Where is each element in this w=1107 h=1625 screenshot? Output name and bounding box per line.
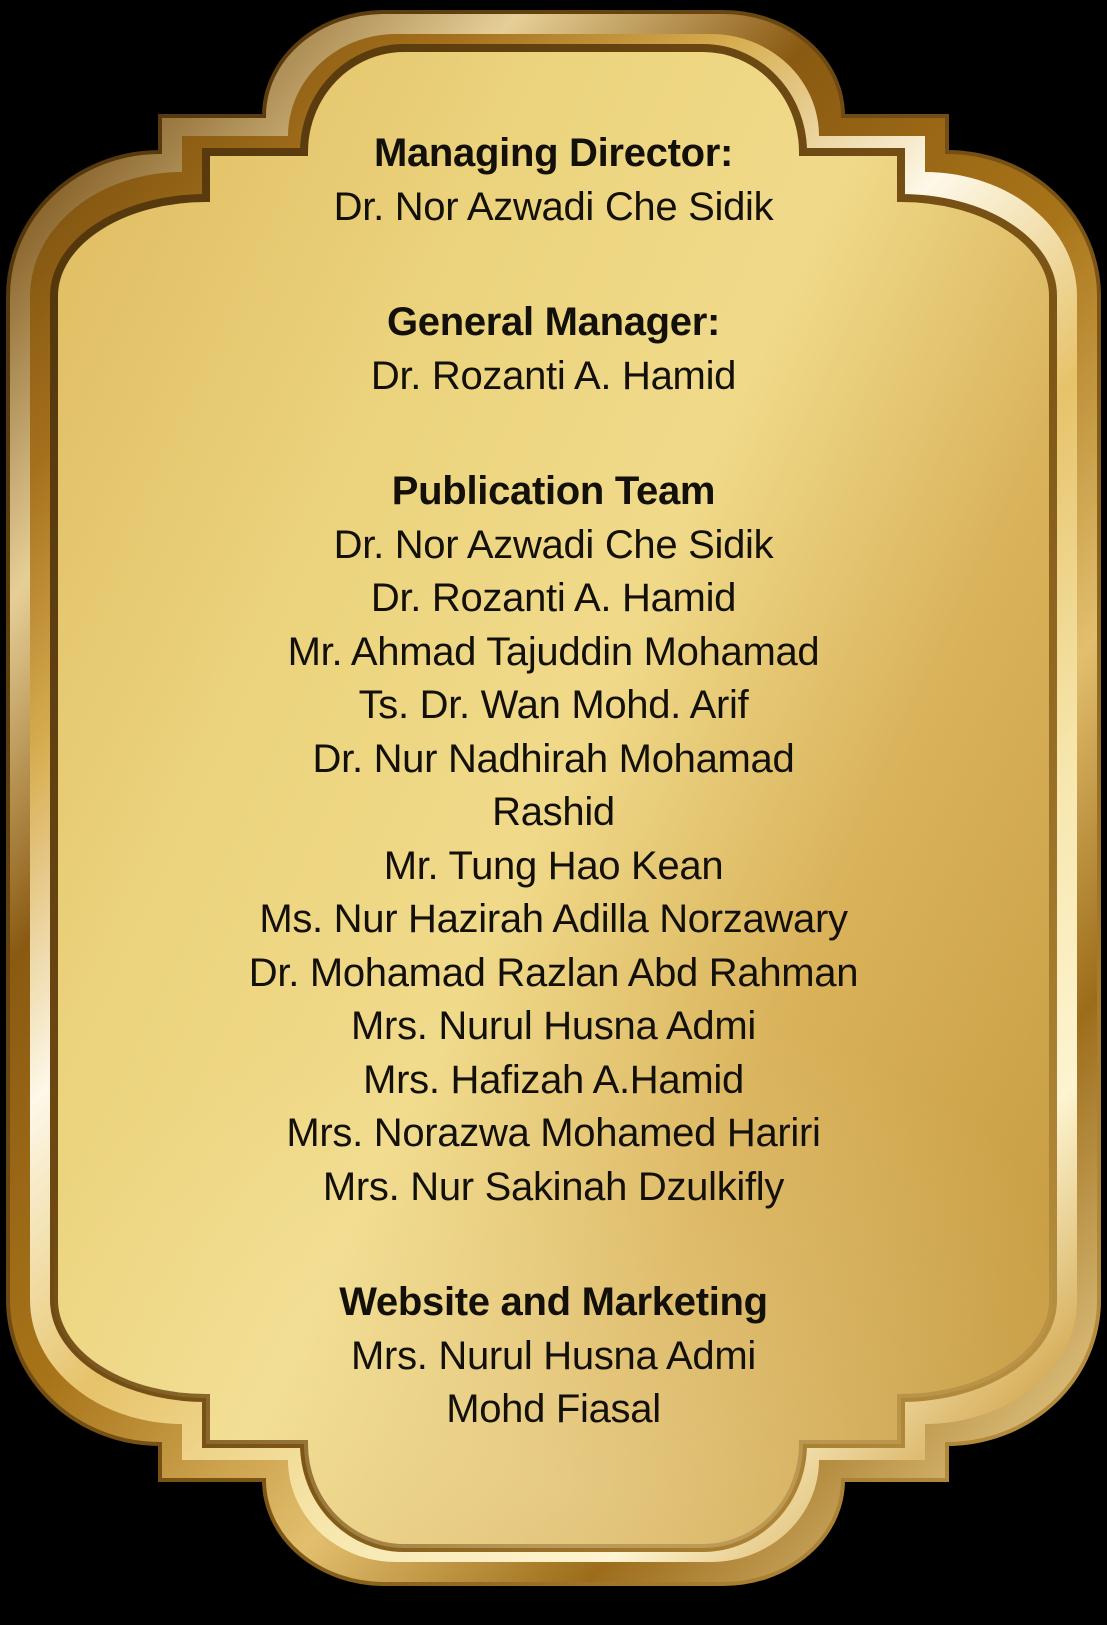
person-name: Dr. Nor Azwadi Che Sidik <box>333 522 774 567</box>
section-website-and-marketing <box>54 1276 1053 1437</box>
section-header: Managing Director: <box>373 131 734 175</box>
person-name: Ts. Dr. Wan Mohd. Arif <box>358 683 749 727</box>
person-name: Dr. Rozanti A. Hamid <box>370 353 737 398</box>
person-name: Dr. Nor Azwadi Che Sidik <box>333 184 774 229</box>
section-publication-team <box>54 465 1053 1214</box>
person-name: Ms. Nur Hazirah Adilla Norzawary <box>259 897 848 941</box>
person-name: Dr. Mohamad Razlan Abd Rahman <box>248 950 859 995</box>
person-name: Mrs. Nurul Husna Admi <box>351 1333 756 1378</box>
person-name: Mr. Ahmad Tajuddin Mohamad <box>287 629 820 674</box>
section-general-manager <box>54 296 1053 403</box>
person-name: Dr. Rozanti A. Hamid <box>370 576 737 620</box>
person-name: Mrs. Norazwa Mohamed Hariri <box>286 1111 821 1155</box>
section-managing-director <box>54 127 1053 234</box>
person-name: Mrs. Nurul Husna Admi <box>351 1004 756 1048</box>
credits-text <box>54 127 1053 1499</box>
section-header: Website and Marketing <box>339 1280 768 1324</box>
person-name: Mrs. Hafizah A.Hamid <box>363 1057 744 1102</box>
section-header: Publication Team <box>391 469 716 513</box>
person-name: Mr. Tung Hao Kean <box>383 843 724 888</box>
section-header: General Manager: <box>386 300 721 344</box>
person-name: Mrs. Nur Sakinah Dzulkifly <box>322 1164 785 1209</box>
person-name: Dr. Nur Nadhirah Mohamad Rashid <box>312 736 795 834</box>
person-name: Mohd Fiasal <box>446 1387 661 1431</box>
